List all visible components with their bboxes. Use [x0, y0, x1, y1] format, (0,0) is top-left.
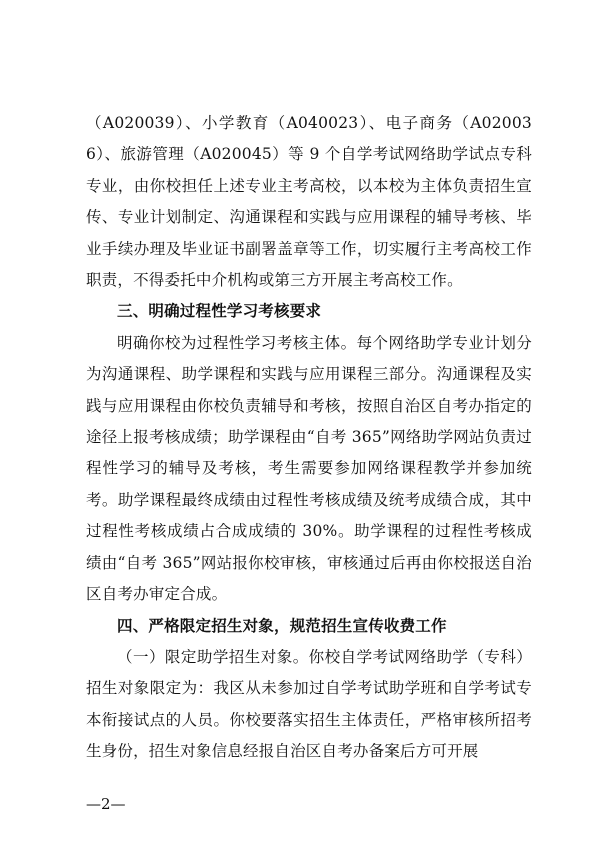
document-body: [86, 108, 532, 768]
section-heading-3: 三、明确过程性学习考核要求: [117, 302, 322, 321]
section-heading-4: 四、严格限定招生对象，规范招生宣传收费工作: [117, 616, 447, 635]
page-number: —2—: [86, 795, 126, 813]
paragraph-enrollment: （一）限定助学招生对象。你校自学考试网络助学（专科）招生对象限定为：我区从未参加过自学考试助学班和自学考试专本衔接试点的人员。你校要落实招生主体责任，严格审核所招考生身份，招生对象信息经报自治区自考办备案后方可开展: [86, 647, 532, 761]
paragraph-assessment: 明确你校为过程性学习考核主体。每个网络助学专业计划分为沟通课程、助学课程和实践与应用课程三部分。沟通课程及实践与应用课程由你校负责辅导和考核，按照自治区自考办指定的途径上报考核成绩；助学课程由“自考 365”网络助学网站负责过程性学习的辅导及考核，考生需要参加网络课程教学并参加统考。助学课程最终成绩由过程性考核成绩及统考成绩合成，其中过程性考核成绩占合成成绩的 30%。助学课程的过程性考核成绩由“自考 365”网站报你校审核，审核通过后再由你校报送自治区自考办审定合成。: [86, 333, 532, 604]
paragraph-continued: （A020039）、小学教育（A040023）、电子商务（A020036）、旅游管理（A020045）等 9 个自学考试网络助学试点专科专业，由你校担任上述专业主考高校，以本校为主体负责招生宣传、专业计划制定、沟通课程和实践与应用课程的辅导考核、毕业手续办理及毕业证书副署盖章等工作，切实履行主考高校工作职责，不得委托中介机构或第三方开展主考高校工作。: [86, 114, 532, 290]
